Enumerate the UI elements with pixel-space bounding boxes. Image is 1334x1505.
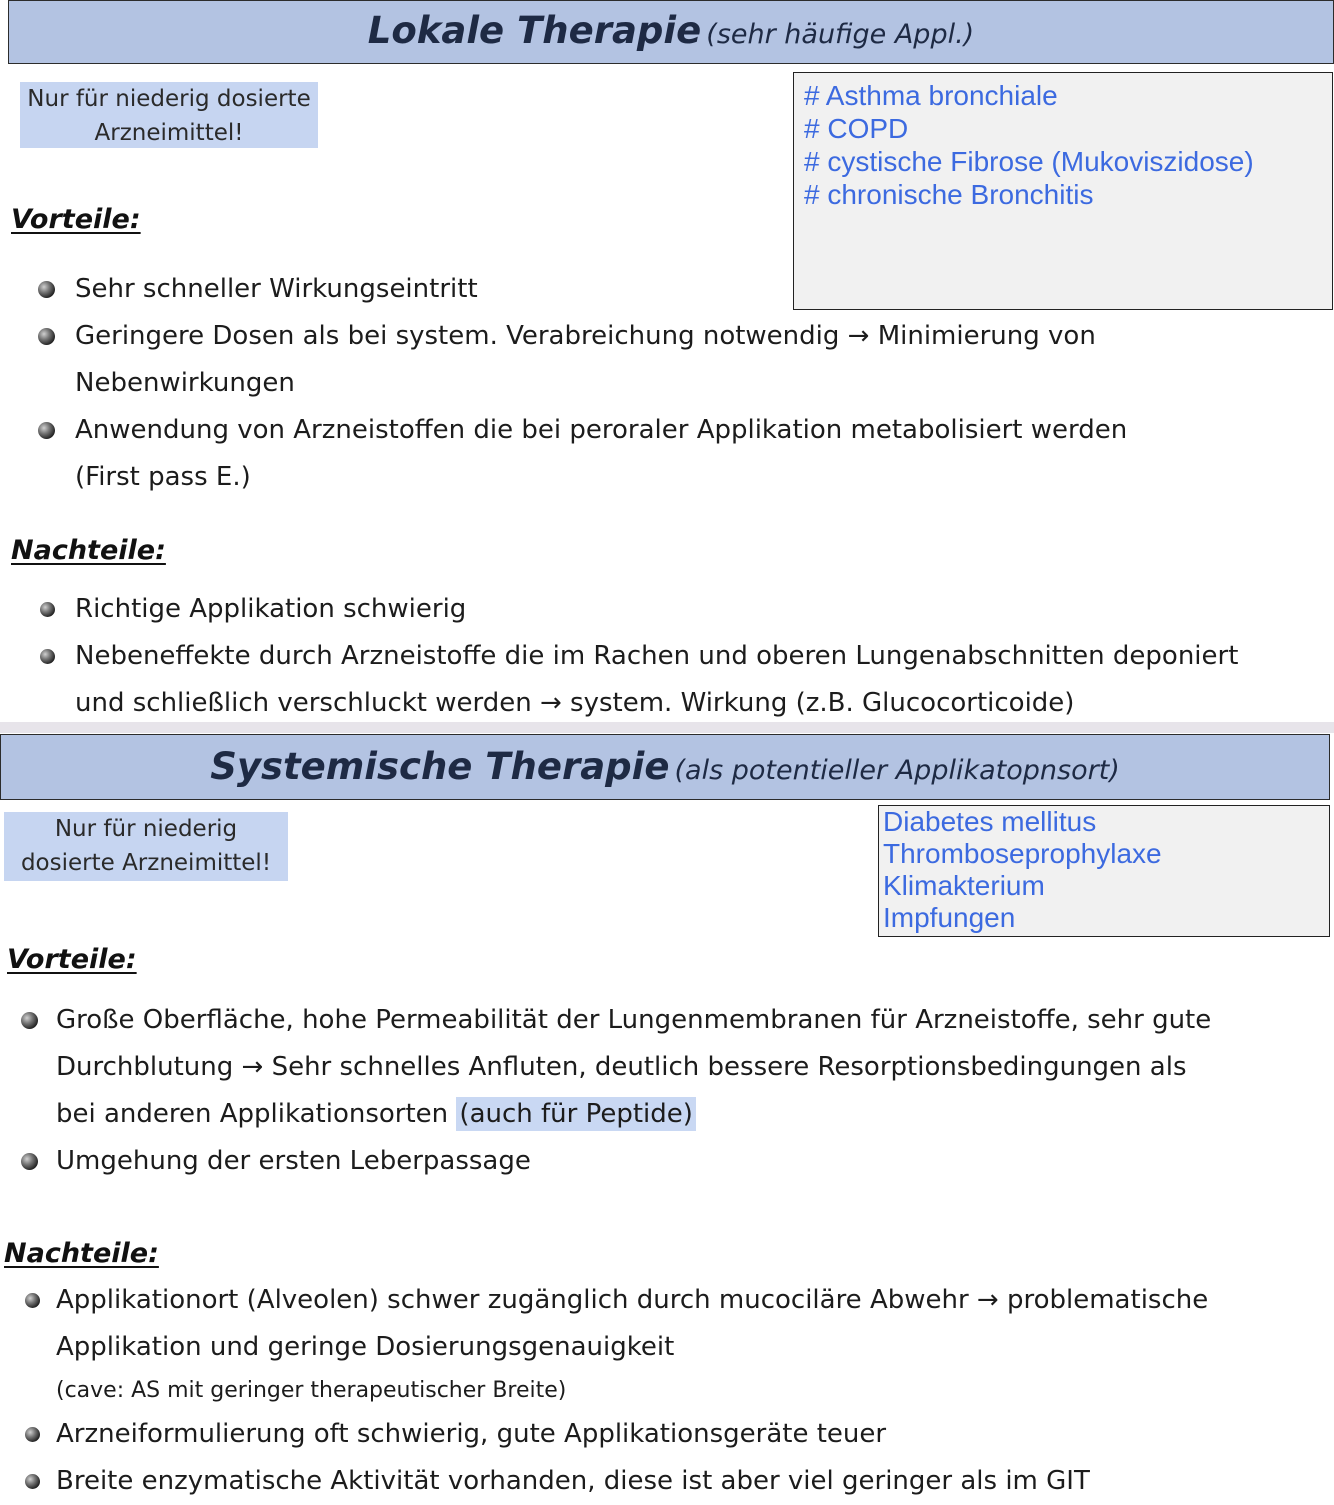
bullet-icon xyxy=(38,281,55,298)
section2-note-line1: Nur für niederig xyxy=(54,816,238,842)
section1-subtitle: (sehr häufige Appl.) xyxy=(706,19,975,50)
section1-disadvantages-heading: Nachteile: xyxy=(11,535,166,566)
section1-advantages-heading: Vorteile: xyxy=(11,204,141,235)
list-item: Umgehung der ersten Leberpassage xyxy=(21,1138,1271,1185)
bullet-icon xyxy=(25,1474,40,1489)
highlight-peptides: (auch für Peptide) xyxy=(456,1097,696,1131)
indication-tag: Impfungen xyxy=(883,902,1016,933)
section1-title: Lokale Therapie xyxy=(367,9,702,52)
list-item: Anwendung von Arzneistoffen die bei peroraler Applikation metabolisiert werden (First pass E.) xyxy=(38,407,1188,501)
section1-note-line1: Nur für niederig dosierte xyxy=(27,86,311,112)
bullet-icon xyxy=(40,602,55,617)
bullet-icon xyxy=(38,328,55,345)
indication-tag: Thromboseprophylaxe xyxy=(883,838,1162,869)
indication-tag: # Asthma bronchiale xyxy=(804,80,1058,111)
list-item: Applikationort (Alveolen) schwer zugänglich durch mucociläre Abwehr → problematische Applikation und geringe Dosierungsgenauigkeit (cave: AS mit geringer therapeutischer Breite) xyxy=(23,1277,1283,1411)
section2-title-banner xyxy=(0,734,1330,800)
list-item: Breite enzymatische Aktivität vorhanden, diese ist aber viel geringer als im GIT xyxy=(23,1458,1283,1505)
indication-tag: # cystische Fibrose (Mukoviszidose) xyxy=(804,146,1254,177)
indication-tag: Diabetes mellitus xyxy=(883,806,1097,837)
bullet-icon xyxy=(21,1153,38,1170)
list-item: Richtige Applikation schwierig xyxy=(38,586,1308,633)
section2-dosage-note xyxy=(4,812,288,881)
indication-tag: # COPD xyxy=(804,113,909,144)
section2-title: Systemische Therapie xyxy=(210,745,670,788)
list-item: Große Oberfläche, hohe Permeabilität der Lungenmembranen für Arzneistoffe, sehr gute Durchblutung → Sehr schnelles Anfluten, deutlich bessere Resorptionsbedingungen als bei anderen Applikationsorten (auch für Peptide) xyxy=(21,997,1271,1138)
section2-note-line2: dosierte Arzneimittel! xyxy=(20,850,272,876)
list-item: Sehr schneller Wirkungseintritt xyxy=(38,266,1188,313)
bullet-icon xyxy=(25,1427,40,1442)
indication-tag: # chronische Bronchitis xyxy=(804,179,1094,210)
section1-title-banner xyxy=(8,0,1334,64)
bullet-icon xyxy=(21,1012,38,1029)
list-item: Geringere Dosen als bei system. Verabreichung notwendig → Minimierung von Nebenwirkungen xyxy=(38,313,1188,407)
section1-advantages-list xyxy=(38,266,1188,501)
section2-disadvantages-heading: Nachteile: xyxy=(4,1238,159,1269)
section-divider xyxy=(0,722,1334,733)
section2-subtitle: (als potentieller Applikatopnsort) xyxy=(674,755,1120,786)
indication-tag: Klimakterium xyxy=(883,870,1045,901)
section2-advantages-heading: Vorteile: xyxy=(7,944,137,975)
list-item: Arzneiformulierung oft schwierig, gute Applikationsgeräte teuer xyxy=(23,1411,1283,1458)
section2-advantages-list xyxy=(21,997,1271,1185)
bullet-icon xyxy=(38,422,55,439)
bullet-icon xyxy=(25,1293,40,1308)
section1-note-line2: Arzneimittel! xyxy=(94,120,244,146)
list-item: Nebeneffekte durch Arzneistoffe die im Rachen und oberen Lungenabschnitten deponiert und schließlich verschluckt werden → system. Wirkung (z.B. Glucocorticoide) xyxy=(38,633,1308,727)
section2-disadvantages-list xyxy=(23,1277,1283,1505)
section2-indications-box xyxy=(878,805,1330,937)
bullet-icon xyxy=(40,649,55,664)
section1-disadvantages-list xyxy=(38,586,1308,727)
section1-dosage-note xyxy=(20,82,318,148)
